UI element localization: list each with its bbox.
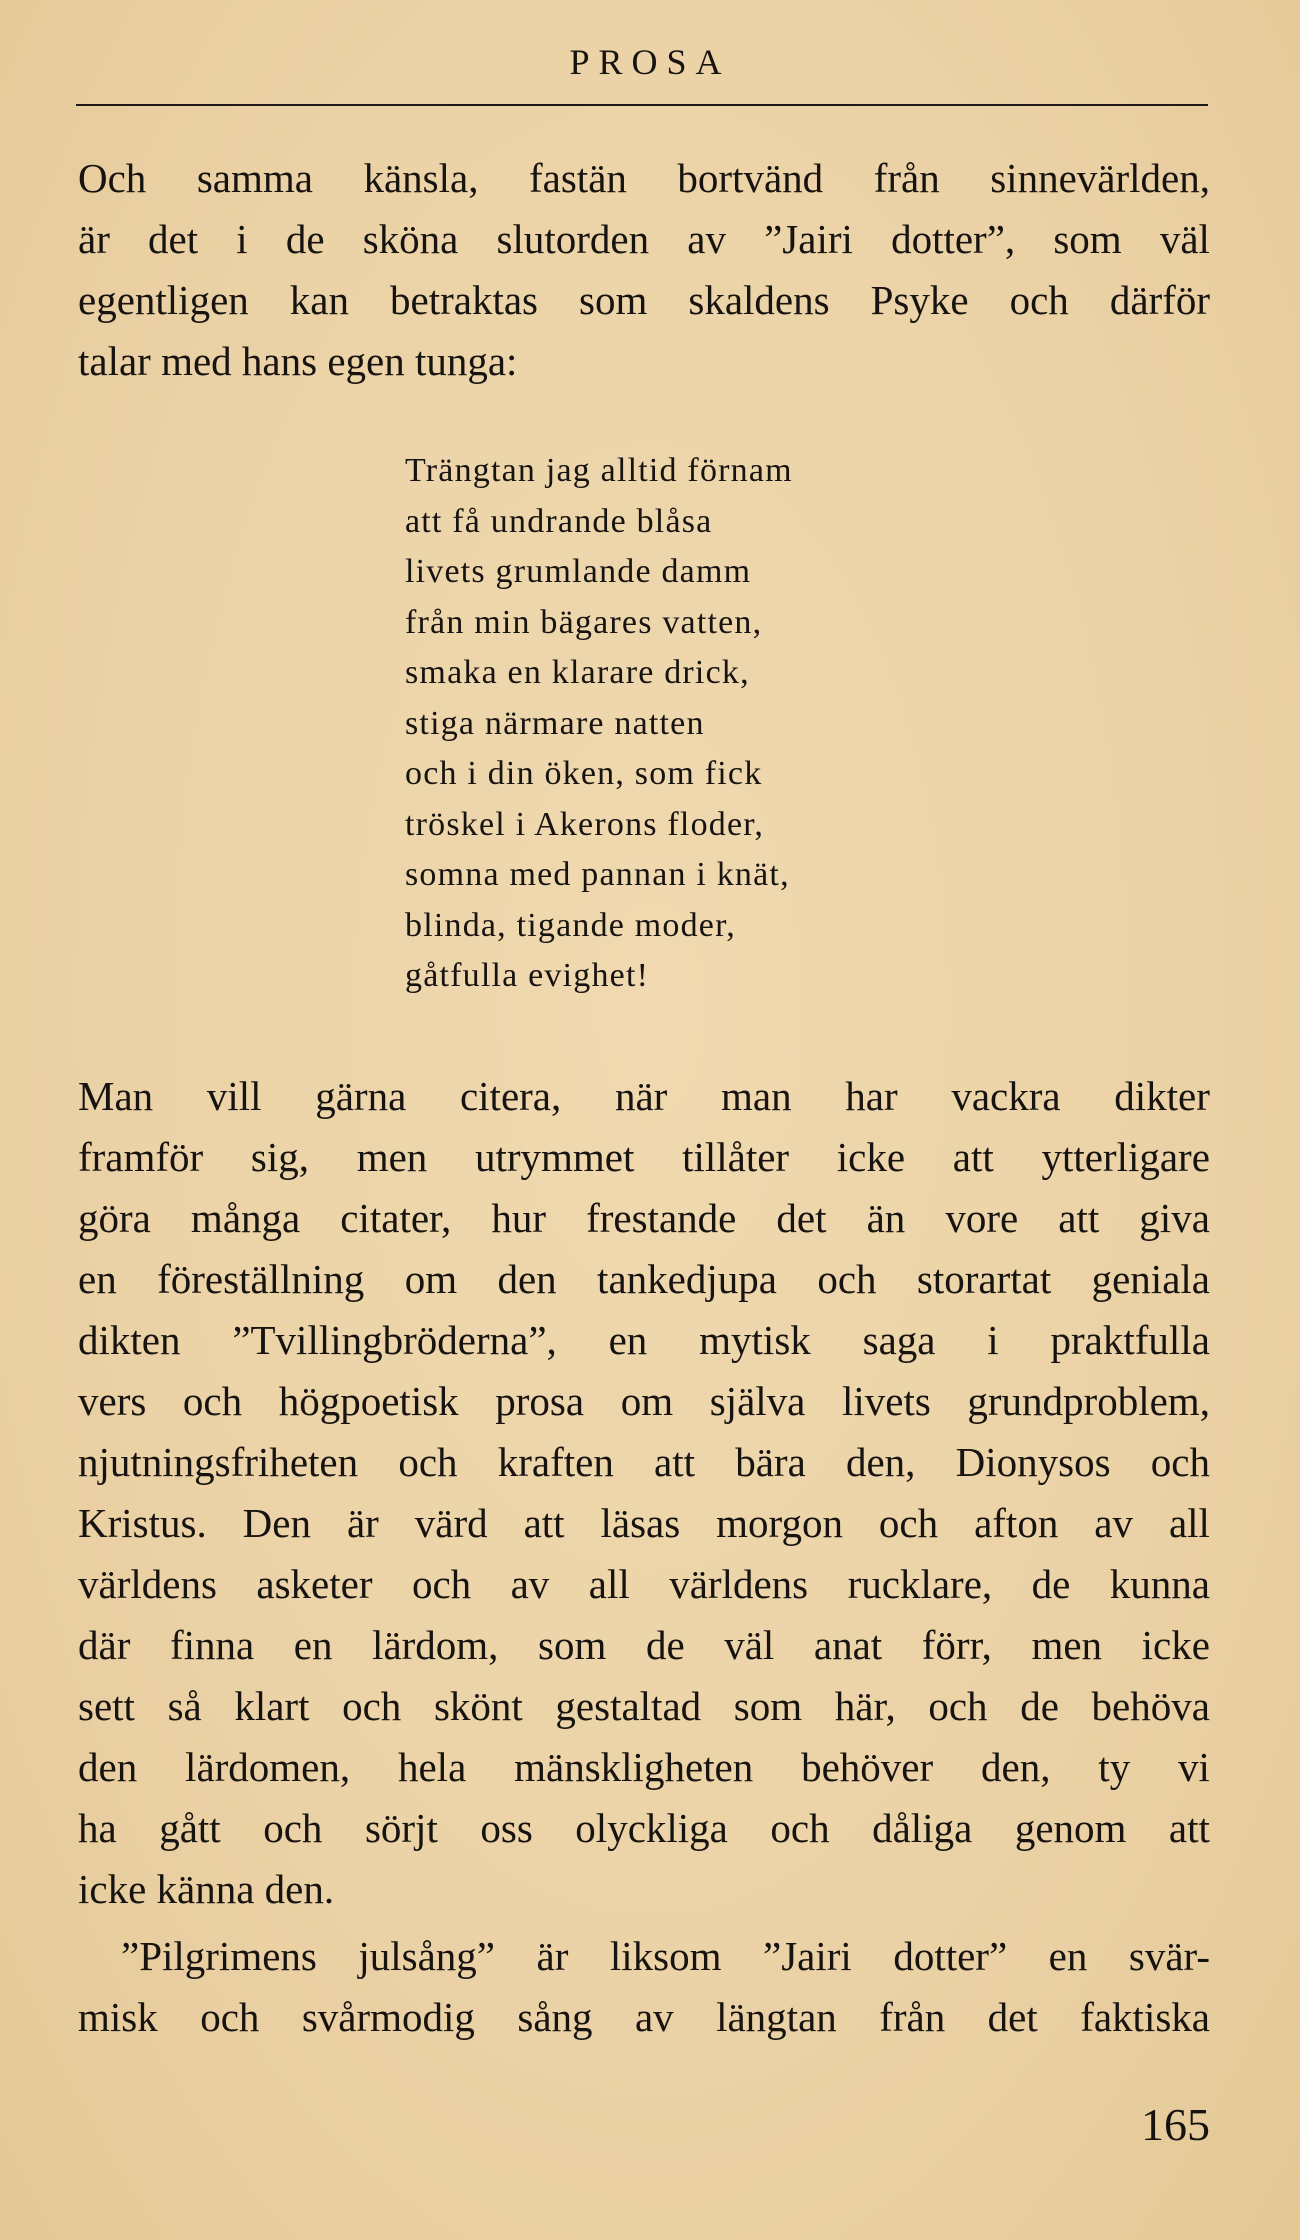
word: morgon xyxy=(716,1500,843,1546)
word: sköna xyxy=(362,216,459,262)
word: världens xyxy=(669,1561,809,1607)
poem-line: stiga närmare natten xyxy=(405,704,705,742)
word: vi xyxy=(1178,1744,1210,1790)
text-line xyxy=(78,1676,1210,1737)
header-rule xyxy=(76,104,1208,106)
text-line xyxy=(78,148,1210,209)
word: Psyke xyxy=(870,277,969,323)
word: mänskligheten xyxy=(514,1744,754,1790)
word: vore xyxy=(945,1195,1019,1241)
word: svårmodig xyxy=(301,1994,475,2040)
word: citera, xyxy=(459,1073,562,1119)
poem-line: från min bägares vatten, xyxy=(405,603,763,641)
paragraph-3 xyxy=(78,1926,1210,2048)
word: dotter” xyxy=(893,1933,1008,1979)
word: de xyxy=(285,216,325,262)
word: och xyxy=(770,1805,830,1851)
word: lärdomen, xyxy=(185,1744,351,1790)
word: Den xyxy=(242,1500,311,1546)
word: det xyxy=(987,1994,1038,2040)
text-line xyxy=(78,1432,1210,1493)
word: rucklare, xyxy=(847,1561,993,1607)
word: men xyxy=(1031,1622,1103,1668)
word: vackra xyxy=(951,1073,1061,1119)
word: som xyxy=(733,1683,803,1729)
poem-line: smaka en klarare drick, xyxy=(405,654,750,691)
word: icke xyxy=(1141,1622,1210,1668)
word: sinnevärlden, xyxy=(990,155,1210,201)
word: hela xyxy=(397,1744,467,1790)
word: som xyxy=(538,1622,607,1668)
word: behöver xyxy=(801,1744,934,1790)
word: all xyxy=(588,1561,630,1607)
text-line xyxy=(78,1493,1210,1554)
word: slutorden xyxy=(496,216,650,262)
text-line xyxy=(78,1926,1210,1987)
text-line xyxy=(78,1188,1210,1249)
word: asketer xyxy=(256,1561,373,1607)
word: ytterligare xyxy=(1041,1134,1210,1180)
word: och xyxy=(182,1378,243,1424)
word: att xyxy=(1168,1805,1210,1851)
word: grundproblem, xyxy=(967,1378,1210,1424)
word: betraktas xyxy=(390,277,538,323)
paragraph-1 xyxy=(78,148,1210,392)
poem-line: livets grumlande damm xyxy=(405,553,752,590)
word: den xyxy=(78,1744,138,1790)
word: den xyxy=(497,1256,557,1302)
word: liksom xyxy=(609,1933,722,1979)
word: föreställning xyxy=(157,1256,365,1302)
word: ha xyxy=(78,1805,117,1851)
word: och xyxy=(342,1683,402,1729)
word: så xyxy=(167,1683,202,1729)
text-line xyxy=(78,1737,1210,1798)
word: ”Tvillingbröderna”, xyxy=(232,1317,557,1363)
word: den, xyxy=(981,1744,1051,1790)
word: geniala xyxy=(1091,1256,1210,1302)
word: många xyxy=(190,1195,301,1241)
poem-line: att få undrande blåsa xyxy=(405,502,713,540)
word: kan xyxy=(289,277,349,323)
word: ty xyxy=(1098,1744,1131,1790)
word: giva xyxy=(1139,1195,1210,1241)
word: det xyxy=(148,216,199,262)
word: en xyxy=(608,1317,648,1363)
word: från xyxy=(879,1994,946,2040)
text-line xyxy=(78,1310,1210,1371)
word: som xyxy=(579,277,648,323)
word: och xyxy=(928,1683,988,1729)
word: tankedjupa xyxy=(597,1256,777,1302)
word: i xyxy=(987,1317,999,1363)
word: julsång” xyxy=(358,1933,496,1979)
word: utrymmet xyxy=(474,1134,635,1180)
word: väl xyxy=(1159,216,1210,262)
word: och xyxy=(817,1256,877,1302)
word: läsas xyxy=(600,1500,681,1546)
word: högpoetisk xyxy=(278,1378,459,1424)
word: och xyxy=(1009,277,1069,323)
page-number: 165 xyxy=(1141,2099,1210,2150)
word: en xyxy=(78,1256,117,1302)
word: vers xyxy=(78,1378,147,1424)
word: har xyxy=(845,1073,898,1119)
word: att xyxy=(523,1500,565,1546)
word: egentligen xyxy=(78,277,249,323)
text-line xyxy=(78,1798,1210,1859)
word: sig, xyxy=(250,1134,309,1180)
word: citater, xyxy=(340,1195,452,1241)
word: och xyxy=(411,1561,472,1607)
word: som xyxy=(1053,216,1122,262)
word: framför xyxy=(78,1134,204,1180)
word: afton xyxy=(974,1500,1059,1546)
word: när xyxy=(614,1073,668,1119)
word: praktfulla xyxy=(1050,1317,1210,1363)
word: själva xyxy=(709,1378,806,1424)
word: tillåter xyxy=(682,1134,790,1180)
word: en xyxy=(293,1622,333,1668)
word: klart xyxy=(234,1683,310,1729)
word: bära xyxy=(735,1439,806,1485)
word: om xyxy=(404,1256,458,1302)
word: är xyxy=(536,1933,569,1979)
word: bortvänd xyxy=(677,155,824,201)
poem-quote xyxy=(405,446,793,1002)
word: anat xyxy=(813,1622,883,1668)
word: i xyxy=(236,216,248,262)
word: de xyxy=(645,1622,685,1668)
word: skaldens xyxy=(688,277,830,323)
text-line xyxy=(78,1066,1210,1127)
word: dåliga xyxy=(872,1805,973,1851)
poem-line: Trängtan jag alltid förnam xyxy=(405,452,793,489)
text-line xyxy=(78,1554,1210,1615)
poem-line: gåtfulla evighet! xyxy=(405,957,650,994)
word: och xyxy=(200,1994,260,2040)
word: av xyxy=(510,1561,550,1607)
word: gärna xyxy=(315,1073,407,1119)
word: världens xyxy=(78,1561,217,1607)
word: och xyxy=(878,1500,939,1546)
word: av xyxy=(687,216,726,262)
word: än xyxy=(866,1195,906,1241)
word: göra xyxy=(78,1195,151,1241)
word: dikter xyxy=(1114,1073,1210,1119)
word: förr, xyxy=(921,1622,992,1668)
word: ”Jairi xyxy=(763,1933,852,1979)
word: väl xyxy=(724,1622,775,1668)
word: Dionysos xyxy=(955,1439,1111,1485)
poem-line: tröskel i Akerons floder, xyxy=(405,805,765,843)
word: oss xyxy=(480,1805,533,1851)
word: mytisk xyxy=(699,1317,811,1363)
word: att xyxy=(952,1134,994,1180)
word: storartat xyxy=(916,1256,1052,1302)
word: finna xyxy=(169,1622,255,1668)
word: dikten xyxy=(78,1317,181,1363)
text-line xyxy=(78,209,1210,270)
word: är xyxy=(78,216,110,262)
word: och xyxy=(398,1439,458,1485)
poem-line: blinda, tigande moder, xyxy=(405,906,736,944)
word: dotter”, xyxy=(891,216,1016,262)
running-head: PROSA xyxy=(569,42,731,82)
text-line xyxy=(78,1249,1210,1310)
word: här, xyxy=(834,1683,896,1729)
word: lärdom, xyxy=(372,1622,499,1668)
word: av xyxy=(1094,1500,1133,1546)
word: men xyxy=(356,1134,428,1180)
poem-line: och i din öken, som fick xyxy=(405,755,763,792)
word: frestande xyxy=(586,1195,737,1241)
word: kunna xyxy=(1109,1561,1210,1607)
text-line: icke känna den. xyxy=(78,1866,335,1912)
word: att xyxy=(654,1439,696,1485)
word: sång xyxy=(517,1994,593,2040)
word: njutningsfriheten xyxy=(78,1439,359,1485)
word: all xyxy=(1168,1500,1210,1546)
word: den, xyxy=(845,1439,916,1485)
word: värd xyxy=(414,1500,488,1546)
paragraph-2 xyxy=(78,1066,1210,1920)
word: hur xyxy=(491,1195,547,1241)
word: sörjt xyxy=(364,1805,438,1851)
word: känsla, xyxy=(363,155,479,201)
word: att xyxy=(1058,1195,1100,1241)
word: där xyxy=(78,1622,131,1668)
word: sett xyxy=(78,1683,135,1729)
word: behöva xyxy=(1091,1683,1210,1729)
word: och xyxy=(1150,1439,1210,1485)
word: Kristus. xyxy=(78,1500,207,1546)
word: misk xyxy=(78,1994,158,2040)
word: gått xyxy=(159,1805,221,1851)
text-line xyxy=(78,270,1210,331)
word: vill xyxy=(206,1073,262,1119)
text-line xyxy=(78,1371,1210,1432)
word: gestaltad xyxy=(555,1683,702,1729)
poem-line: somna med pannan i knät, xyxy=(405,856,790,893)
word: de xyxy=(1031,1561,1071,1607)
word: det xyxy=(776,1195,827,1241)
word: Och xyxy=(78,155,147,201)
word: längtan xyxy=(716,1994,837,2040)
text-line xyxy=(78,1615,1210,1676)
word: samma xyxy=(196,155,313,201)
word: genom xyxy=(1014,1805,1127,1851)
word: prosa xyxy=(495,1378,585,1424)
text-line: talar med hans egen tunga: xyxy=(78,338,518,384)
word: man xyxy=(720,1073,792,1119)
word: ”Pilgrimens xyxy=(121,1933,317,1979)
word: och xyxy=(263,1805,323,1851)
word: kraften xyxy=(497,1439,614,1485)
word: av xyxy=(634,1994,674,2040)
word: en xyxy=(1048,1933,1088,1979)
word: är xyxy=(346,1500,379,1546)
word: fastän xyxy=(529,155,627,201)
text-line xyxy=(78,1127,1210,1188)
word: skönt xyxy=(433,1683,523,1729)
word: saga xyxy=(862,1317,936,1363)
word: icke xyxy=(836,1134,906,1180)
word: livets xyxy=(841,1378,931,1424)
word: olyckliga xyxy=(575,1805,728,1851)
word: Man xyxy=(78,1073,154,1119)
text-line xyxy=(78,1987,1210,2048)
word: ”Jairi xyxy=(764,216,853,262)
word: faktiska xyxy=(1080,1994,1210,2040)
word: om xyxy=(620,1378,674,1424)
word: från xyxy=(873,155,940,201)
word: svär- xyxy=(1128,1933,1210,1979)
word: de xyxy=(1020,1683,1059,1729)
word: därför xyxy=(1109,277,1210,323)
